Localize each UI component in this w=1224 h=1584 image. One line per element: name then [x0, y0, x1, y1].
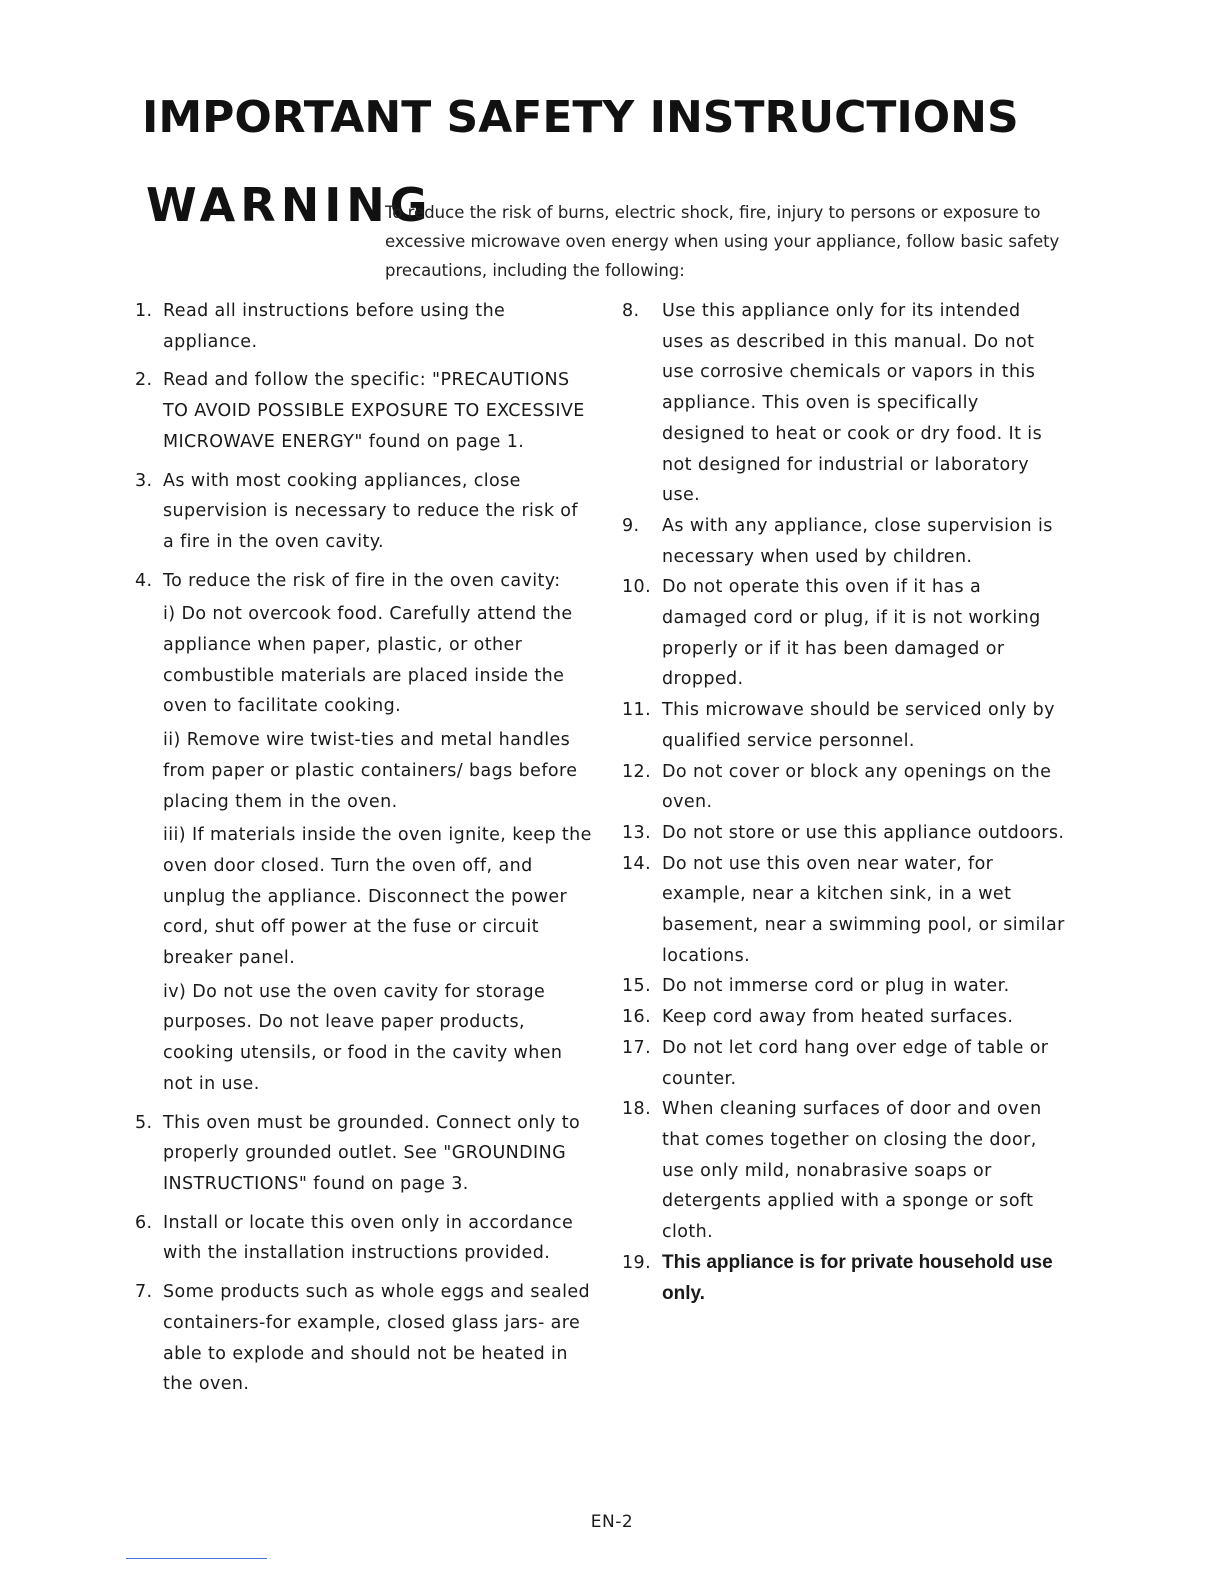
item-number: 14. — [622, 853, 652, 874]
instruction-item — [135, 466, 595, 558]
instruction-item — [622, 849, 1067, 972]
item-number: 5. — [135, 1112, 153, 1133]
item-text: Some products such as whole eggs and sealed containers-for example, closed glass jars- are able to explode and should not be heated in the oven. — [163, 1282, 591, 1395]
item-text: To reduce the risk of fire in the oven cavity: — [163, 570, 561, 591]
instruction-item — [135, 1277, 595, 1400]
item-text: This microwave should be serviced only by qualified service personnel. — [662, 700, 1055, 751]
item-number: 9. — [622, 515, 640, 536]
item-text: Do not store or use this appliance outdoors. — [662, 822, 1065, 843]
item-number: 1. — [135, 301, 153, 321]
instruction-item — [622, 818, 1067, 849]
item-number: 11. — [622, 700, 652, 721]
sub-item: iv) Do not use the oven cavity for storage purposes. Do not leave paper products, cooking utensils, or food in the cavity when not in use. — [163, 981, 563, 1094]
item-number: 7. — [135, 1282, 153, 1303]
item-text: Do not operate this oven if it has a damaged cord or plug, if it is not working properly or if it has been damaged or dropped. — [662, 577, 1041, 690]
item-number: 8. — [622, 301, 640, 321]
instruction-item — [622, 1033, 1067, 1094]
sub-item: ii) Remove wire twist-ties and metal handles from paper or plastic containers/ bags before placing them in the oven. — [163, 730, 578, 812]
item-number: 2. — [135, 370, 153, 391]
item-number: 10. — [622, 577, 652, 598]
item-text: Do not cover or block any openings on the oven. — [662, 761, 1052, 813]
item-text: Read and follow the specific: "PRECAUTIONS TO AVOID POSSIBLE EXPOSURE TO EXCESSIVE MICROWAVE ENERGY" found on page 1. — [163, 370, 585, 452]
item-text: As with any appliance, close supervision is necessary when used by children. — [662, 515, 1053, 567]
instruction-item — [135, 1208, 595, 1269]
item-number: 19. — [622, 1252, 652, 1273]
instruction-item-household-use — [622, 1248, 1067, 1309]
item-text: Do not let cord hang over edge of table or counter. — [662, 1037, 1049, 1089]
page-title: IMPORTANT SAFETY INSTRUCTIONS — [142, 92, 1019, 143]
item-number: 12. — [622, 761, 652, 782]
item-text: Use this appliance only for its intended uses as described in this manual. Do not use corrosive chemicals or vapors in this appliance. This oven is specifically designed to heat or cook or dry food. It is not designed for industrial or laboratory use. — [662, 301, 1043, 506]
item-text: This oven must be grounded. Connect only to properly grounded outlet. See "GROUNDING INSTRUCTIONS" found on page 3. — [163, 1112, 581, 1194]
warning-text: To reduce the risk of burns, electric shock, fire, injury to persons or exposure to excessive microwave oven energy when using your appliance, follow basic safety precautions, including the following: — [385, 203, 1060, 280]
item-number: 18. — [622, 1099, 652, 1120]
item-text: Install or locate this oven only in accordance with the installation instructions provided. — [163, 1212, 574, 1264]
instruction-item — [135, 1108, 595, 1200]
item-number: 17. — [622, 1037, 652, 1058]
instruction-item — [622, 695, 1067, 756]
instruction-item — [622, 296, 1067, 511]
instructions-right-column — [622, 296, 1067, 1309]
instruction-item — [622, 572, 1067, 695]
instruction-item — [135, 365, 595, 457]
item-text: Keep cord away from heated surfaces. — [662, 1007, 1014, 1028]
item-number: 13. — [622, 822, 652, 843]
item-number: 3. — [135, 470, 153, 491]
instruction-item — [622, 971, 1067, 1002]
item-text: As with most cooking appliances, close supervision is necessary to reduce the risk of a fire in the oven cavity. — [163, 470, 578, 552]
item-text: Do not use this oven near water, for example, near a kitchen sink, in a wet basement, near a swimming pool, or similar locations. — [662, 853, 1065, 966]
instruction-item — [135, 566, 595, 1100]
instruction-item — [135, 296, 595, 357]
item-text: Do not immerse cord or plug in water. — [662, 976, 1010, 997]
item-text-bold: This appliance is for private household use only. — [662, 1251, 1053, 1304]
instruction-item — [622, 1094, 1067, 1248]
warning-label: WARNING — [146, 178, 433, 232]
item-text: Read all instructions before using the appliance. — [163, 301, 506, 352]
footer-rule — [126, 1558, 267, 1559]
sub-item: iii) If materials inside the oven ignite, keep the oven door closed. Turn the oven off, and unplug the appliance. Disconnect the power cord, shut off power at the fuse or circuit breaker panel. — [163, 825, 592, 969]
sub-item: i) Do not overcook food. Carefully attend the appliance when paper, plastic, or other combustible materials are placed inside the oven to facilitate cooking. — [163, 604, 573, 717]
instruction-item — [622, 511, 1067, 572]
instructions-left-column — [135, 296, 595, 1408]
item-text: When cleaning surfaces of door and oven that comes together on closing the door, use only mild, nonabrasive soaps or detergents applied with a sponge or soft cloth. — [662, 1099, 1042, 1243]
item-number: 4. — [135, 570, 153, 591]
page-number: EN-2 — [590, 1512, 634, 1532]
item-number: 16. — [622, 1007, 652, 1028]
instruction-item — [622, 1002, 1067, 1033]
item-number: 6. — [135, 1212, 153, 1233]
item-number: 15. — [622, 976, 652, 997]
instruction-item — [622, 757, 1067, 818]
